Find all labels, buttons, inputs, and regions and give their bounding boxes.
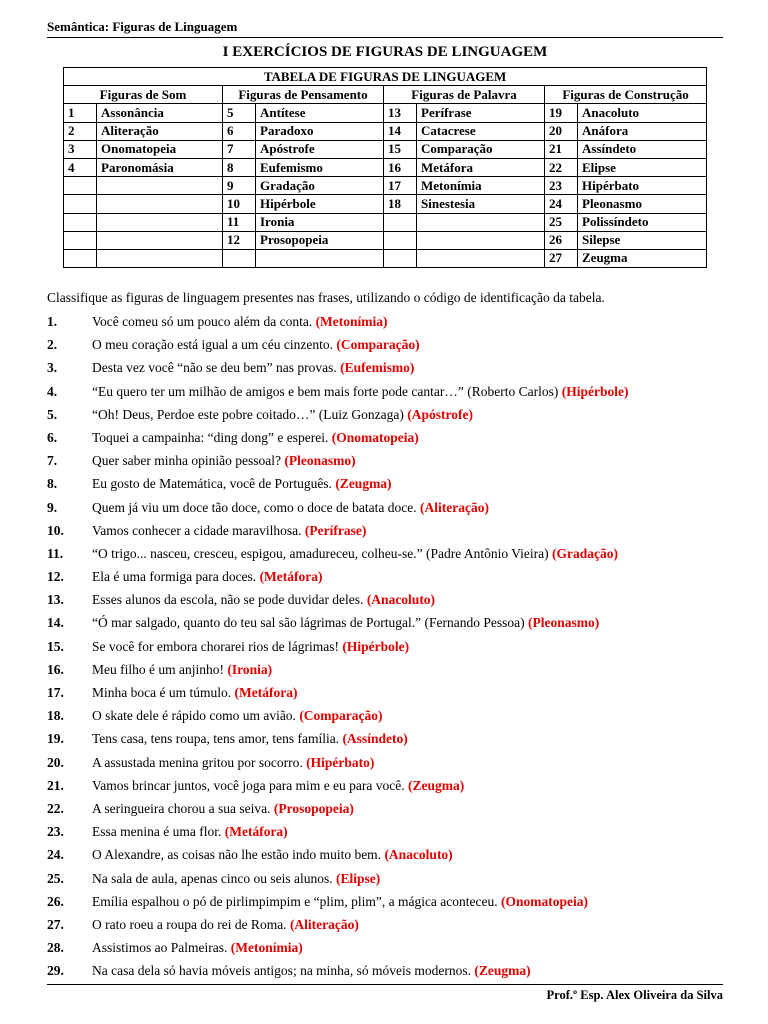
exercise-item [47, 915, 747, 938]
exercise-text: Desta vez você “não se deu bem” nas provas. [92, 360, 337, 376]
figure-code: 11 [223, 213, 256, 231]
figure-name: Perífrase [417, 104, 545, 122]
exercise-number: 27. [47, 916, 64, 932]
exercise-text: O meu coração está igual a um céu cinzento. [92, 337, 334, 353]
exercise-number: 23. [47, 824, 64, 840]
exercise-number: 12. [47, 569, 64, 585]
exercise-answer: (Gradação) [552, 545, 618, 561]
figure-code [384, 231, 417, 249]
exercise-item [47, 382, 747, 405]
figure-code: 1 [64, 104, 97, 122]
instructions: Classifique as figuras de linguagem presentes nas frases, utilizando o código de identificação da tabela. [47, 290, 605, 305]
exercise-number: 25. [47, 870, 64, 886]
exercise-answer: (Zeugma) [335, 476, 392, 492]
figure-code: 4 [64, 158, 97, 176]
exercise-answer: (Anacoluto) [384, 847, 453, 863]
exercise-item [47, 405, 747, 428]
figure-code: 19 [545, 104, 578, 122]
exercise-text: Meu filho é um anjinho! [92, 661, 224, 677]
exercise-text: O Alexandre, as coisas não lhe estão indo muito bem. [92, 847, 382, 863]
exercise-number: 3. [47, 360, 58, 376]
figure-code: 27 [545, 249, 578, 267]
figure-name: Anáfora [578, 122, 707, 140]
figure-name: Silepse [578, 231, 707, 249]
exercise-number: 17. [47, 685, 64, 700]
figure-name: Assonância [97, 104, 223, 122]
exercise-text: Eu gosto de Matemática, você de Português. [92, 476, 332, 492]
figure-name: Hipérbato [578, 177, 707, 195]
exercise-item [47, 567, 747, 590]
exercise-item [47, 474, 747, 497]
figure-name: Gradação [256, 177, 384, 195]
figure-code: 8 [223, 158, 256, 176]
exercise-number: 14. [47, 615, 64, 631]
figure-code: 21 [545, 140, 578, 158]
exercise-item [47, 776, 747, 799]
exercise-number: 7. [47, 453, 58, 469]
exercise-number: 16. [47, 661, 64, 677]
exercise-answer: (Perífrase) [304, 522, 367, 538]
table-row [64, 122, 707, 140]
figure-name: Metáfora [417, 158, 545, 176]
exercise-text: O skate dele é rápido como um avião. [92, 708, 296, 724]
figure-name [97, 195, 223, 213]
exercise-item [47, 637, 747, 660]
figure-code: 9 [223, 177, 256, 195]
figure-code: 2 [64, 122, 97, 140]
figure-name: Prosopopeia [256, 231, 384, 249]
figure-name: Zeugma [578, 249, 707, 267]
exercise-text: Minha boca é um túmulo. [92, 685, 232, 700]
figure-name: Eufemismo [256, 158, 384, 176]
exercise-item [47, 335, 747, 358]
exercise-number: 9. [47, 499, 58, 515]
table-row [64, 104, 707, 122]
table-row [64, 231, 707, 249]
figure-name: Metonímia [417, 177, 545, 195]
page-footer: Prof.º Esp. Alex Oliveira da Silva [546, 988, 723, 1002]
column-header: Figuras de Construção [545, 86, 707, 104]
exercise-item [47, 869, 747, 892]
exercise-item [47, 892, 747, 915]
exercise-text: Essa menina é uma flor. [92, 824, 222, 840]
table-row [64, 195, 707, 213]
figure-code: 6 [223, 122, 256, 140]
exercise-item [47, 498, 747, 521]
footer-rule [47, 984, 723, 985]
figure-name: Ironia [256, 213, 384, 231]
exercise-item [47, 938, 747, 961]
figure-code [384, 249, 417, 267]
exercise-item [47, 451, 747, 474]
exercise-answer: (Hipérbole) [561, 383, 629, 399]
exercise-item [47, 312, 747, 335]
exercise-list [47, 312, 747, 984]
exercise-item [47, 961, 747, 984]
exercise-text: Você comeu só um pouco além da conta. [92, 314, 313, 329]
figure-code: 13 [384, 104, 417, 122]
figure-name: Paronomásia [97, 158, 223, 176]
exercise-number: 24. [47, 847, 64, 863]
exercise-text: Esses alunos da escola, não se pode duvidar deles. [92, 592, 364, 608]
figure-code: 7 [223, 140, 256, 158]
figure-name [97, 231, 223, 249]
exercise-text: A assustada menina gritou por socorro. [92, 754, 303, 770]
figure-name: Apóstrofe [256, 140, 384, 158]
exercise-answer: (Metáfora) [259, 569, 323, 585]
exercise-text: Assistimos ao Palmeiras. [92, 940, 228, 956]
exercise-answer: (Eufemismo) [340, 360, 415, 376]
exercise-item [47, 613, 747, 636]
exercise-text: “Eu quero ter um milhão de amigos e bem mais forte pode cantar…” (Roberto Carlos) [92, 383, 559, 399]
exercise-number: 18. [47, 708, 64, 724]
figure-code: 22 [545, 158, 578, 176]
figure-name: Assíndeto [578, 140, 707, 158]
exercise-answer: (Anacoluto) [366, 592, 436, 608]
figure-code [64, 249, 97, 267]
exercise-item [47, 822, 747, 845]
exercise-number: 5. [47, 406, 58, 422]
figure-code: 14 [384, 122, 417, 140]
table-row [64, 213, 707, 231]
figure-name: Pleonasmo [578, 195, 707, 213]
exercise-number: 20. [47, 754, 64, 770]
exercise-number: 11. [47, 545, 64, 561]
figure-name: Anacoluto [578, 104, 707, 122]
exercise-number: 29. [47, 963, 64, 979]
exercise-text: Na sala de aula, apenas cinco ou seis alunos. [92, 870, 333, 886]
figure-name: Paradoxo [256, 122, 384, 140]
exercise-answer: (Elipse) [336, 870, 381, 886]
figure-code [64, 177, 97, 195]
figure-code: 12 [223, 231, 256, 249]
exercise-answer: (Aliteração) [420, 499, 489, 515]
exercise-item [47, 706, 747, 729]
exercise-answer: (Prosopopeia) [273, 800, 354, 816]
exercise-number: 6. [47, 429, 58, 445]
exercise-text: Se você for embora chorarei rios de lágrimas! [92, 638, 340, 654]
column-header: Figuras de Som [64, 86, 223, 104]
exercise-item [47, 660, 747, 683]
figure-name [97, 177, 223, 195]
exercise-item [47, 845, 747, 868]
exercise-number: 8. [47, 476, 58, 492]
exercise-item [47, 428, 747, 451]
exercise-answer: (Onomatopeia) [331, 429, 419, 445]
exercise-answer: (Metáfora) [234, 685, 298, 700]
exercise-answer: (Comparação) [299, 708, 383, 724]
exercise-text: Ela é uma formiga para doces. [92, 569, 257, 585]
figure-name [417, 213, 545, 231]
exercise-item [47, 544, 747, 567]
exercise-number: 15. [47, 638, 64, 654]
exercise-number: 22. [47, 800, 64, 816]
figure-code [64, 213, 97, 231]
figure-code: 20 [545, 122, 578, 140]
figure-name [256, 249, 384, 267]
exercise-answer: (Zeugma) [408, 777, 465, 793]
exercise-number: 2. [47, 337, 58, 353]
exercise-text: O rato roeu a roupa do rei de Roma. [92, 916, 287, 932]
figure-code [223, 249, 256, 267]
exercise-item [47, 683, 747, 706]
column-header: Figuras de Pensamento [223, 86, 384, 104]
exercise-answer: (Zeugma) [474, 963, 531, 979]
figure-code: 15 [384, 140, 417, 158]
header-rule [47, 37, 723, 38]
exercise-text: Quer saber minha opinião pessoal? [92, 453, 281, 469]
exercise-number: 4. [47, 383, 58, 399]
exercise-answer: (Assíndeto) [342, 731, 408, 747]
exercise-number: 19. [47, 731, 64, 747]
figures-table [63, 67, 707, 268]
figure-code: 3 [64, 140, 97, 158]
exercise-text: Tens casa, tens roupa, tens amor, tens família. [92, 731, 340, 747]
figure-name: Polissíndeto [578, 213, 707, 231]
exercise-text: Quem já viu um doce tão doce, como o doce de batata doce. [92, 499, 417, 515]
exercise-answer: (Metáfora) [224, 824, 288, 840]
table-row [64, 140, 707, 158]
figure-name [417, 231, 545, 249]
exercise-item [47, 521, 747, 544]
figure-code [64, 231, 97, 249]
figure-name [417, 249, 545, 267]
exercise-number: 10. [47, 522, 64, 538]
exercise-answer: (Pleonasmo) [284, 453, 356, 469]
page-header: Semântica: Figuras de Linguagem [47, 19, 238, 34]
figure-code: 23 [545, 177, 578, 195]
exercise-text: Vamos conhecer a cidade maravilhosa. [92, 522, 302, 538]
exercise-answer: (Hipérbole) [342, 638, 410, 654]
exercise-item [47, 590, 747, 613]
exercise-answer: (Pleonasmo) [528, 615, 600, 631]
figure-code: 24 [545, 195, 578, 213]
figure-code: 10 [223, 195, 256, 213]
exercise-answer: (Hipérbato) [306, 754, 375, 770]
exercise-text: “O trigo... nasceu, cresceu, espigou, amadureceu, colheu-se.” (Padre Antônio Vieira) [92, 545, 549, 561]
figure-code [64, 195, 97, 213]
page-title: I EXERCÍCIOS DE FIGURAS DE LINGUAGEM [222, 44, 548, 60]
table-row [64, 177, 707, 195]
figure-name: Hipérbole [256, 195, 384, 213]
exercise-text: Emília espalhou o pó de pirlimpimpim e “plim, plim”, a mágica aconteceu. [92, 893, 498, 909]
figure-name: Comparação [417, 140, 545, 158]
figure-name: Catacrese [417, 122, 545, 140]
exercise-text: Na casa dela só havia móveis antigos; na minha, só móveis modernos. [92, 963, 472, 979]
table-caption: TABELA DE FIGURAS DE LINGUAGEM [64, 68, 707, 86]
exercise-number: 13. [47, 592, 64, 608]
figure-name: Onomatopeia [97, 140, 223, 158]
figure-name [97, 213, 223, 231]
exercise-text: “Ó mar salgado, quanto do teu sal são lágrimas de Portugal.” (Fernando Pessoa) [92, 615, 525, 631]
exercise-text: Toquei a campainha: “ding dong” e esperei. [92, 429, 329, 445]
exercise-number: 21. [47, 777, 64, 793]
exercise-item [47, 729, 747, 752]
figure-code: 26 [545, 231, 578, 249]
exercise-answer: (Onomatopeia) [501, 893, 589, 909]
figure-code: 25 [545, 213, 578, 231]
exercise-item [47, 799, 747, 822]
figure-code: 5 [223, 104, 256, 122]
exercise-answer: (Apóstrofe) [407, 406, 473, 422]
exercise-answer: (Comparação) [336, 337, 420, 353]
figure-name: Antítese [256, 104, 384, 122]
figure-name: Aliteração [97, 122, 223, 140]
exercise-text: A seringueira chorou a sua seiva. [92, 800, 271, 816]
exercise-answer: (Metonímia) [230, 940, 303, 956]
figure-code: 16 [384, 158, 417, 176]
figure-name: Elipse [578, 158, 707, 176]
figure-code: 18 [384, 195, 417, 213]
exercise-text: Vamos brincar juntos, você joga para mim e eu para você. [92, 777, 405, 793]
column-header: Figuras de Palavra [384, 86, 545, 104]
figure-code: 17 [384, 177, 417, 195]
exercise-answer: (Metonímia) [315, 314, 388, 329]
exercise-text: “Oh! Deus, Perdoe este pobre coitado…” (Luiz Gonzaga) [92, 406, 404, 422]
table-row [64, 158, 707, 176]
exercise-item [47, 358, 747, 381]
figure-name [97, 249, 223, 267]
figure-name: Sinestesia [417, 195, 545, 213]
exercise-answer: (Aliteração) [289, 916, 359, 932]
exercise-item [47, 753, 747, 776]
exercise-number: 28. [47, 940, 64, 956]
exercise-answer: (Ironia) [227, 661, 273, 677]
exercise-number: 26. [47, 893, 64, 909]
figure-code [384, 213, 417, 231]
table-row [64, 249, 707, 267]
exercise-number: 1. [47, 314, 58, 329]
